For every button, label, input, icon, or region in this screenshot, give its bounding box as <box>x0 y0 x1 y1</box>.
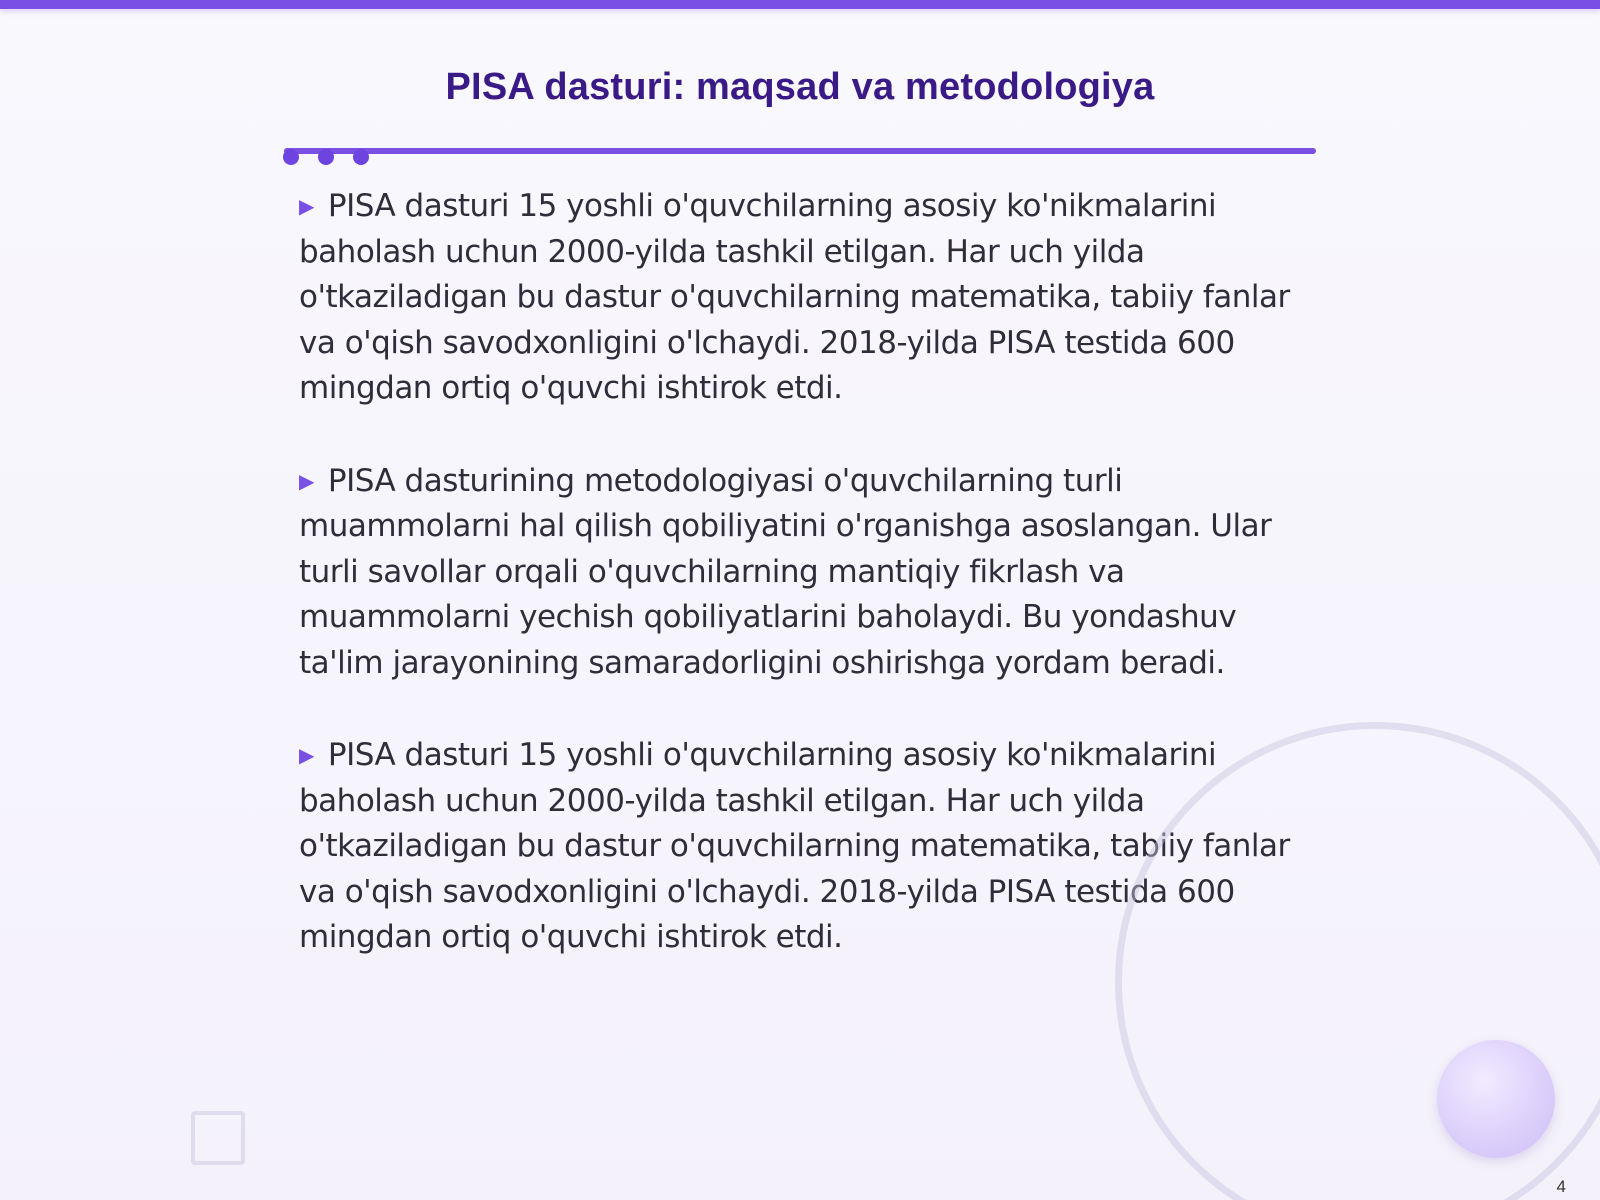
divider-dot <box>353 149 369 165</box>
play-triangle-icon: ▶ <box>299 468 314 493</box>
bullet-paragraph <box>299 459 1309 687</box>
bullet-paragraph <box>299 184 1309 412</box>
paragraph-text: PISA dasturi 15 yoshli o'quvchilarning asosiy ko'nikmalarini baholash uchun 2000-yilda tashkil etilgan. Har uch yilda o'tkaziladigan bu dastur o'quvchilarning matematika, tabiiy fanlar va o'qish savodxonligini o'lchaydi. 2018-yilda PISA testida 600 mingdan ortiq o'quvchi ishtirok etdi. <box>299 737 1290 955</box>
title-divider <box>284 148 1316 154</box>
divider-dot <box>318 149 334 165</box>
slide-title: PISA dasturi: maqsad va metodologiya <box>445 66 1155 108</box>
page-number: 4 <box>1556 1177 1566 1196</box>
paragraph-text: PISA dasturining metodologiyasi o'quvchilarning turli muammolarni hal qilish qobiliyatini o'rganishga asoslangan. Ular turli savollar orqali o'quvchilarning mantiqiy fikrlash va muammolarni yechish qobiliyatlarini baholaydi. Bu yondashuv ta'lim jarayonining samaradorligini oshirishga yordam beradi. <box>299 462 1272 681</box>
play-triangle-icon: ▶ <box>299 194 314 218</box>
decorative-circle <box>1437 1040 1555 1158</box>
decorative-square <box>191 1111 245 1165</box>
paragraph-text: PISA dasturi 15 yoshli o'quvchilarning asosiy ko'nikmalarini baholash uchun 2000-yilda tashkil etilgan. Har uch yilda o'tkaziladigan bu dastur o'quvchilarning matematika, tabiiy fanlar va o'qish savodxonligini o'lchaydi. 2018-yilda PISA testida 600 mingdan ortiq o'quvchi ishtirok etdi. <box>299 188 1290 406</box>
play-triangle-icon: ▶ <box>299 743 314 767</box>
top-accent-bar <box>0 0 1600 9</box>
divider-dot <box>283 149 299 165</box>
